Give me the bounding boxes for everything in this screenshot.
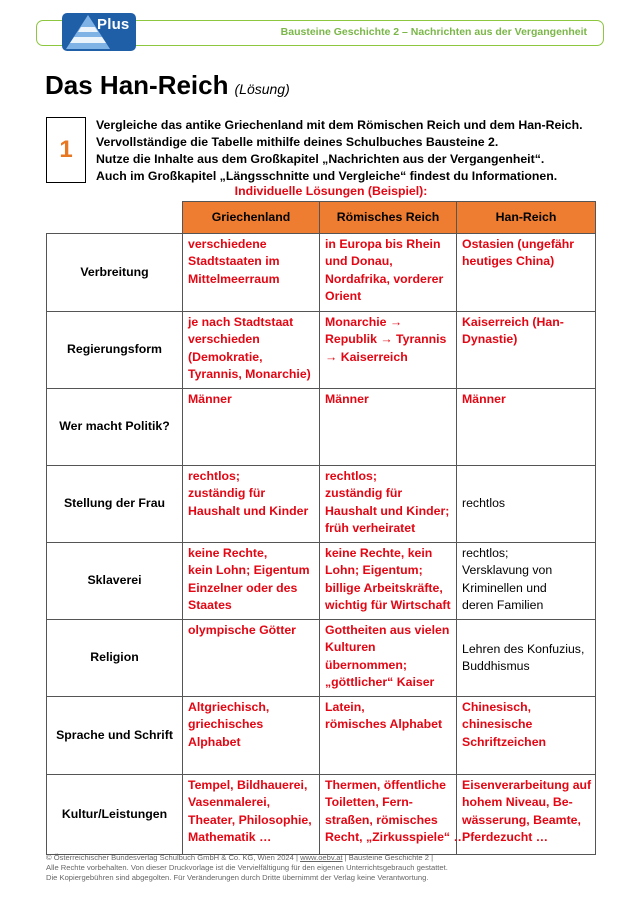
cell-text-line: Stadtstaaten im <box>188 254 280 269</box>
footer-line-2: Alle Rechte vorbehalten. Von dieser Druckvorlage ist die Vervielfältigung für den eigenen Unterrichtsgebrauch gestattet. <box>46 863 448 872</box>
cell-text-line: Latein, <box>325 700 365 714</box>
cell-text-line: Lohn; Eigentum; <box>325 563 423 578</box>
cell-text-line: Gottheiten aus vielen <box>325 623 450 637</box>
table-cell <box>183 234 320 312</box>
cell-text-line: Mathematik … <box>188 830 272 845</box>
footer-link[interactable]: www.oebv.at <box>300 853 343 862</box>
cell-text-line: Haushalt und Kinder <box>188 503 309 518</box>
cell-text-line: Kulturen <box>325 640 376 655</box>
task-number-box <box>46 117 86 183</box>
table-cell <box>183 466 320 543</box>
cell-text-line: Dynastie) <box>462 332 518 347</box>
instruction-line: Vergleiche das antike Griechenland mit dem Römischen Reich und dem Han-Reich. <box>96 118 583 132</box>
cell-text-line: Ostasien (ungefähr <box>462 237 575 251</box>
table-cell <box>457 543 596 620</box>
row-label: Sprache und Schrift <box>47 697 183 775</box>
table-row <box>47 234 596 312</box>
table-cell <box>320 697 457 775</box>
row-label: Stellung der Frau <box>47 466 183 543</box>
footer-copyright: © Österreichischer Bundesverlag Schulbuch GmbH & Co. KG, Wien 2024 | <box>46 853 301 862</box>
cell-text-line: Toiletten, Fern- <box>325 795 413 810</box>
cell-text-line: Chinesisch, <box>462 700 532 714</box>
cell-text-line: und Donau, <box>325 254 393 269</box>
cell-text-line: verschiedene <box>188 237 267 251</box>
cell-text-line: kein Lohn; Eigentum <box>188 563 310 578</box>
table-corner-cell <box>47 202 183 234</box>
cell-text-line: Kriminellen und <box>462 580 547 595</box>
table-cell <box>183 389 320 466</box>
table-cell <box>320 543 457 620</box>
cell-text-line: straßen, römisches <box>325 812 438 827</box>
cell-text-line: billige Arbeitskräfte, <box>325 580 443 595</box>
footer-book: | Bausteine Geschichte 2 | <box>342 853 434 862</box>
cell-text-line: in Europa bis Rhein <box>325 237 441 251</box>
cell-text-line: Kaiserreich (Han- <box>462 315 564 329</box>
table-cell <box>320 312 457 389</box>
cell-text-line: übernommen; <box>325 657 407 672</box>
cell-text-line: Vasenmalerei, <box>188 795 271 810</box>
table-cell <box>320 234 457 312</box>
cell-text-line: wichtig für Wirtschaft <box>325 598 451 613</box>
page-title <box>45 70 290 101</box>
cell-text-line: je nach Stadtstaat <box>188 315 294 329</box>
table-row <box>47 312 596 389</box>
table-row <box>47 389 596 466</box>
table-cell <box>320 620 457 697</box>
table-cell <box>457 466 596 543</box>
footer-line-3: Die Kopiergebühren sind abgegolten. Für Veränderungen durch Dritte übernimmt der Verlag keine Verantwortung. <box>46 873 429 882</box>
cell-text-line: Tyrannis, Monarchie) <box>188 367 311 382</box>
instruction-line: Auch im Großkapitel „Längsschnitte und Vergleiche“ findest du Informationen. <box>96 169 558 183</box>
comparison-table <box>46 201 596 855</box>
cell-text-line: Recht, „Zirkusspiele“ … <box>325 830 466 845</box>
cell-text-line: keine Rechte, kein <box>325 546 433 560</box>
table-cell <box>183 312 320 389</box>
cell-text-line: Monarchie → <box>325 315 403 329</box>
cell-text-line: früh verheiratet <box>325 521 416 536</box>
table-cell <box>320 466 457 543</box>
row-label: Kultur/Leistungen <box>47 775 183 855</box>
cell-text-line: rechtlos; <box>325 469 377 483</box>
cell-text-line: Republik → Tyrannis <box>325 332 447 347</box>
cell-text-line: Lehren des Konfuzius, <box>462 641 585 656</box>
cell-text-line: zuständig für <box>325 486 403 501</box>
row-label: Regierungsform <box>47 312 183 389</box>
cell-text-line: Orient <box>325 289 362 304</box>
page-subtitle: (Lösung) <box>234 81 290 97</box>
table-row <box>47 697 596 775</box>
cell-text-line: Männer <box>325 392 369 406</box>
table-cell <box>183 775 320 855</box>
task-instructions <box>96 117 616 185</box>
instruction-line: Nutze die Inhalte aus dem Großkapitel „Nachrichten aus der Vergangenheit“. <box>96 152 545 166</box>
cell-text-line: Thermen, öffentliche <box>325 778 446 792</box>
cell-text-line: verschieden <box>188 332 260 347</box>
cell-text-line: Pferdezucht … <box>462 830 549 845</box>
table-cell <box>320 389 457 466</box>
cell-text-line: „göttlicher“ Kaiser <box>325 675 435 690</box>
cell-text-line: Altgriechisch, <box>188 700 270 714</box>
cell-text-line: keine Rechte, <box>188 546 268 560</box>
cell-text-line: Buddhismus <box>462 659 530 673</box>
page-title-text: Das Han-Reich <box>45 70 229 100</box>
logo-text: Plus <box>97 16 130 33</box>
column-header-han-reich: Han-Reich <box>457 202 596 234</box>
cell-text-line: römisches Alphabet <box>325 717 443 732</box>
cell-text-line: Männer <box>188 392 232 406</box>
table-row <box>47 620 596 697</box>
table-cell <box>457 697 596 775</box>
cell-text-line: griechisches <box>188 717 264 732</box>
cell-text-line: Nordafrika, vorderer <box>325 271 444 286</box>
cell-text-line: Versklavung von <box>462 563 553 578</box>
table-cell <box>457 312 596 389</box>
row-label: Wer macht Politik? <box>47 389 183 466</box>
table-header-row <box>47 202 596 234</box>
cell-text-line: Eisenverarbeitung auf <box>462 778 592 792</box>
cell-text-line: (Demokratie, <box>188 349 263 364</box>
table-cell <box>320 775 466 855</box>
cell-text-line: chinesische <box>462 717 533 732</box>
table-row <box>47 466 596 543</box>
instruction-line: Vervollständige die Tabelle mithilfe deines Schulbuches Bausteine 2. <box>96 135 499 149</box>
cell-text-line: rechtlos; <box>462 546 509 560</box>
cell-text-line: Mittelmeerraum <box>188 271 280 286</box>
task-number: 1 <box>59 136 73 163</box>
table-cell <box>457 389 596 466</box>
cell-text-line: Haushalt und Kinder; <box>325 503 450 518</box>
table-cell <box>183 697 320 775</box>
row-label: Verbreitung <box>47 234 183 312</box>
cell-text-line: → Kaiserreich <box>325 349 408 364</box>
cell-text-line: rechtlos; <box>188 469 240 483</box>
cell-text-line: olympische Götter <box>188 623 296 637</box>
cell-text-line: Theater, Philosophie, <box>188 812 312 827</box>
table-cell <box>183 620 320 697</box>
cell-text-line: zuständig für <box>188 486 266 501</box>
header-title: Bausteine Geschichte 2 – Nachrichten aus der Vergangenheit <box>280 26 587 38</box>
table-cell <box>457 775 596 855</box>
cell-text-line: Tempel, Bildhauerei, <box>188 778 308 792</box>
cell-text-line: Staates <box>188 598 232 613</box>
cell-text-line: deren Familien <box>462 598 544 613</box>
cell-text-line: Einzelner oder des <box>188 580 298 595</box>
cell-text-line: wässerung, Beamte, <box>462 812 581 827</box>
table-cell <box>183 543 320 620</box>
solution-note: Individuelle Lösungen (Beispiel): <box>234 184 428 198</box>
row-label: Religion <box>47 620 183 697</box>
cell-text-line: rechtlos <box>462 496 506 511</box>
table-cell <box>457 234 596 312</box>
cell-text-line: Schriftzeichen <box>462 734 547 749</box>
column-header-griechenland: Griechenland <box>183 202 320 234</box>
cell-text-line: Männer <box>462 392 506 406</box>
cell-text-line: Alphabet <box>188 734 241 749</box>
table-cell <box>457 620 596 697</box>
cell-text-line: hohem Niveau, Be- <box>462 795 573 810</box>
row-label: Sklaverei <box>47 543 183 620</box>
footer-line-1 <box>46 853 448 863</box>
footer <box>46 853 448 883</box>
table-row <box>47 543 596 620</box>
cell-text-line: heutiges China) <box>462 254 555 269</box>
column-header-roemisches-reich: Römisches Reich <box>320 202 457 234</box>
table-row <box>47 775 596 855</box>
